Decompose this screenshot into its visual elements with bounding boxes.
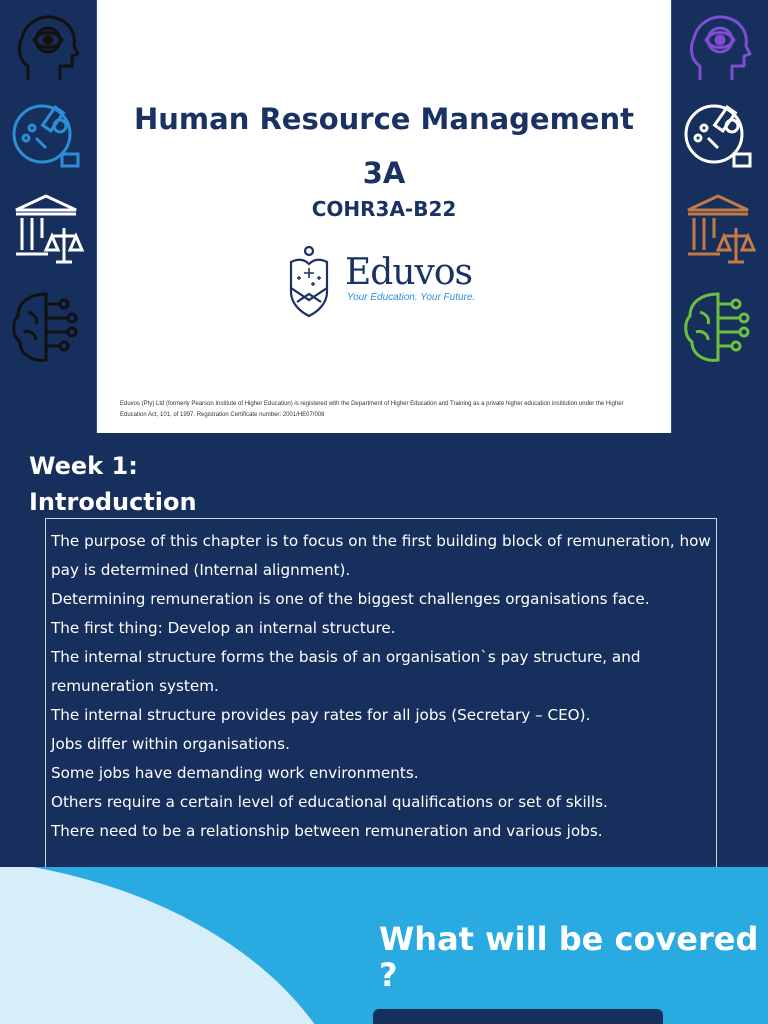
eduvos-logo (287, 244, 487, 320)
shield-crest-icon (287, 244, 331, 318)
logo-tagline: Your Education. Your Future. (347, 292, 476, 303)
week-heading-line1: Week 1: (29, 452, 138, 480)
microscope-icon (680, 98, 760, 178)
brain-circuit-icon (680, 288, 760, 368)
left-icon-strip (0, 0, 97, 433)
title-content (97, 0, 671, 433)
courthouse-scales-icon (680, 188, 760, 268)
paragraph: Determining remuneration is one of the biggest challenges organisations face. (51, 590, 650, 608)
content-panel (373, 1009, 663, 1024)
content-box (45, 518, 717, 878)
paragraph: The first thing: Develop an internal structure. (51, 619, 396, 637)
course-title (97, 92, 671, 200)
paragraph: The purpose of this chapter is to focus on the first building block of remuneration, how pay is determined (Internal alignment). (51, 532, 711, 579)
paragraph: There need to be a relationship between remuneration and various jobs. (51, 822, 603, 840)
covered-heading: What will be covered ? (379, 920, 759, 994)
background-arc (0, 867, 360, 1024)
paragraph: Others require a certain level of educational qualifications or set of skills. (51, 793, 608, 811)
logo-wordmark: Eduvos (345, 252, 472, 293)
title-slide (0, 0, 768, 433)
courthouse-scales-icon (8, 188, 88, 268)
week-1-slide (0, 434, 768, 867)
week-heading-line2: Introduction (29, 488, 197, 516)
head-eye-icon (8, 8, 88, 88)
paragraph: The internal structure provides pay rates for all jobs (Secretary – CEO). (51, 706, 591, 724)
course-title-line2: 3A (362, 156, 406, 190)
course-title-line1: Human Resource Management (134, 102, 634, 136)
covered-slide (0, 867, 768, 1024)
head-eye-icon (680, 8, 760, 88)
week-heading (29, 448, 197, 520)
brain-circuit-icon (8, 288, 88, 368)
right-icon-strip (671, 0, 768, 433)
paragraph: Jobs differ within organisations. (51, 735, 290, 753)
paragraph: The internal structure forms the basis of an organisation`s pay structure, and remuneration system. (51, 648, 641, 695)
course-code: COHR3A-B22 (311, 197, 457, 221)
microscope-icon (8, 98, 88, 178)
paragraph: Some jobs have demanding work environments. (51, 764, 419, 782)
registration-footnote: Eduvos (Pty) Ltd (formerly Pearson Institute of Higher Education) is registered with the Department of Higher Education and Training as a private higher education institution under the Higher Education Act, 101, of 1997. Registration Certificate number: 2001/HE07/008 (120, 401, 624, 418)
